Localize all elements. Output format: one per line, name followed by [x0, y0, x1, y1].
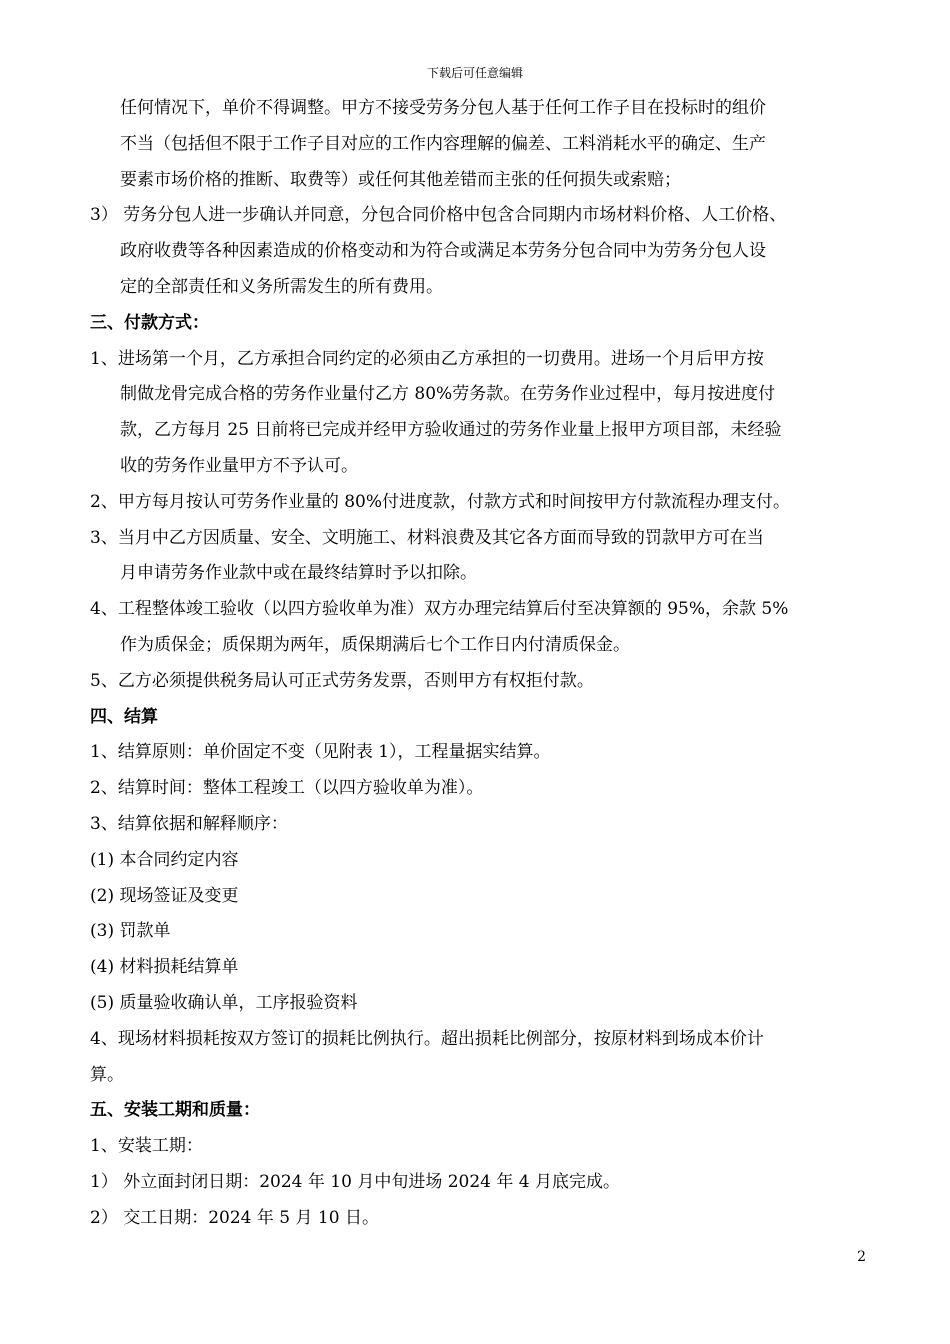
section-heading: 五、安装工期和质量：	[90, 1100, 260, 1121]
paragraph-line: 3、当月中乙方因质量、安全、文明施工、材料浪费及其它各方面而导致的罚款甲方可在当	[90, 527, 764, 548]
paragraph-line: 1、安装工期：	[90, 1136, 203, 1157]
section-heading: 四、结算	[90, 706, 158, 727]
paragraph-line: 4、现场材料损耗按双方签订的损耗比例执行。超出损耗比例部分，按原材料到场成本价计	[90, 1028, 764, 1049]
paragraph-line: 5、乙方必须提供税务局认可正式劳务发票，否则甲方有权拒付款。	[90, 670, 594, 691]
paragraph-line: 任何情况下，单价不得调整。甲方不接受劳务分包人基于任何工作子目在投标时的组价	[120, 98, 766, 118]
paragraph-line: (4) 材料损耗结算单	[90, 957, 239, 978]
paragraph-line: 2、结算时间：整体工程竣工（以四方验收单为准）。	[90, 778, 484, 799]
document-body	[90, 91, 862, 1237]
paragraph-line: 1） 外立面封闭日期：2024 年 10 月中旬进场 2024 年 4 月底完成。	[90, 1171, 621, 1192]
paragraph-line: 收的劳务作业量甲方不予认可。	[120, 455, 358, 476]
paragraph-line: 算。	[90, 1064, 124, 1085]
paragraph-line: 款，乙方每月 25 日前将已完成并经甲方验收通过的劳务作业量上报甲方项目部，未经验	[120, 420, 782, 441]
paragraph-line: 定的全部责任和义务所需发生的所有费用。	[120, 276, 443, 297]
paragraph-line: 2） 交工日期：2024 年 5 月 10 日。	[90, 1207, 379, 1228]
paragraph-line: (3) 罚款单	[90, 921, 171, 942]
paragraph-line: 月申请劳务作业款中或在最终结算时予以扣除。	[120, 563, 477, 584]
page-header: 下载后可任意编辑	[426, 66, 523, 80]
paragraph-line: 1、结算原则：单价固定不变（见附表 1），工程量据实结算。	[90, 742, 551, 763]
paragraph-line: 制做龙骨完成合格的劳务作业量付乙方 80%劳务款。在劳务作业过程中，每月按进度付	[120, 384, 776, 405]
paragraph-line: 要素市场价格的推断、取费等）或任何其他差错而主张的任何损失或索赔；	[120, 169, 681, 190]
paragraph-line: 1、进场第一个月，乙方承担合同约定的必须由乙方承担的一切费用。进场一个月后甲方按	[90, 348, 764, 369]
paragraph-line: 3、结算依据和解释顺序：	[90, 813, 288, 834]
paragraph-line: 不当（包括但不限于工作子目对应的工作内容理解的偏差、工料消耗水平的确定、生产	[120, 133, 766, 154]
paragraph-line: (2) 现场签证及变更	[90, 885, 239, 906]
section-heading: 三、付款方式：	[90, 312, 209, 333]
paragraph-line: 政府收费等各种因素造成的价格变动和为符合或满足本劳务分包合同中为劳务分包人设	[120, 241, 766, 262]
paragraph-line: 2、甲方每月按认可劳务作业量的 80%付进度款，付款方式和时间按甲方付款流程办理支付。	[90, 491, 791, 512]
paragraph-line: 3） 劳务分包人进一步确认并同意，分包合同价格中包含合同期内市场材料价格、人工价格、	[90, 205, 787, 226]
paragraph-line: (5) 质量验收确认单，工序报验资料	[90, 992, 358, 1013]
paragraph-line: 作为质保金；质保期为两年，质保期满后七个工作日内付清质保金。	[120, 634, 630, 655]
paragraph-line: 4、工程整体竣工验收（以四方验收单为准）双方办理完结算后付至决算额的 95%，余款 5%	[90, 599, 789, 620]
page-number: 2	[857, 1249, 866, 1265]
paragraph-line: (1) 本合同约定内容	[90, 849, 239, 870]
